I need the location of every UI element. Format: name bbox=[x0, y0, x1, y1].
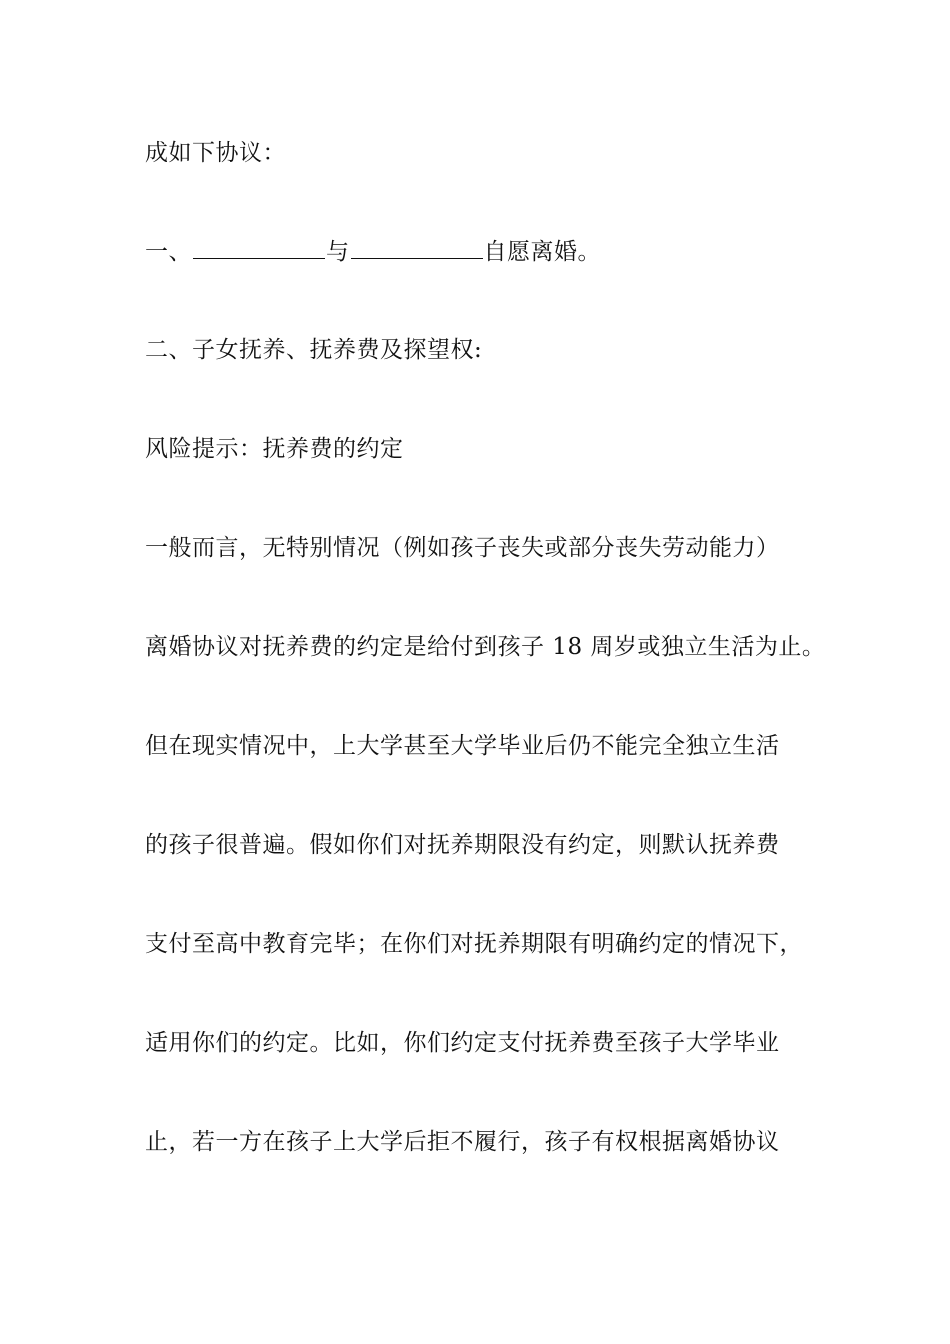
party-a-blank bbox=[193, 236, 325, 259]
risk-tip-heading: 风险提示：抚养费的约定 bbox=[145, 436, 404, 462]
clause-one-prefix: 一、 bbox=[145, 239, 192, 265]
body-line-7: 止，若一方在孩子上大学后拒不履行，孩子有权根据离婚协议 bbox=[145, 1129, 780, 1155]
party-b-blank bbox=[351, 236, 483, 259]
clause-one-line bbox=[145, 236, 601, 267]
intro-line: 成如下协议： bbox=[145, 140, 286, 166]
clause-two-heading: 二、子女抚养、抚养费及探望权: bbox=[145, 337, 483, 363]
body-line-2: 离婚协议对抚养费的约定是给付到孩子 18 周岁或独立生活为止。 bbox=[145, 634, 826, 660]
body-line-4: 的孩子很普遍。假如你们对抚养期限没有约定，则默认抚养费 bbox=[145, 832, 780, 858]
body-line-3: 但在现实情况中，上大学甚至大学毕业后仍不能完全独立生活 bbox=[145, 733, 780, 759]
body-line-6: 适用你们的约定。比如，你们约定支付抚养费至孩子大学毕业 bbox=[145, 1030, 780, 1056]
body-line-1: 一般而言，无特别情况（例如孩子丧失或部分丧失劳动能力） bbox=[145, 535, 780, 561]
clause-one-middle: 与 bbox=[326, 239, 350, 265]
body-line-5: 支付至高中教育完毕；在你们对抚养期限有明确约定的情况下， bbox=[145, 931, 803, 957]
clause-one-suffix: 自愿离婚。 bbox=[483, 239, 601, 265]
